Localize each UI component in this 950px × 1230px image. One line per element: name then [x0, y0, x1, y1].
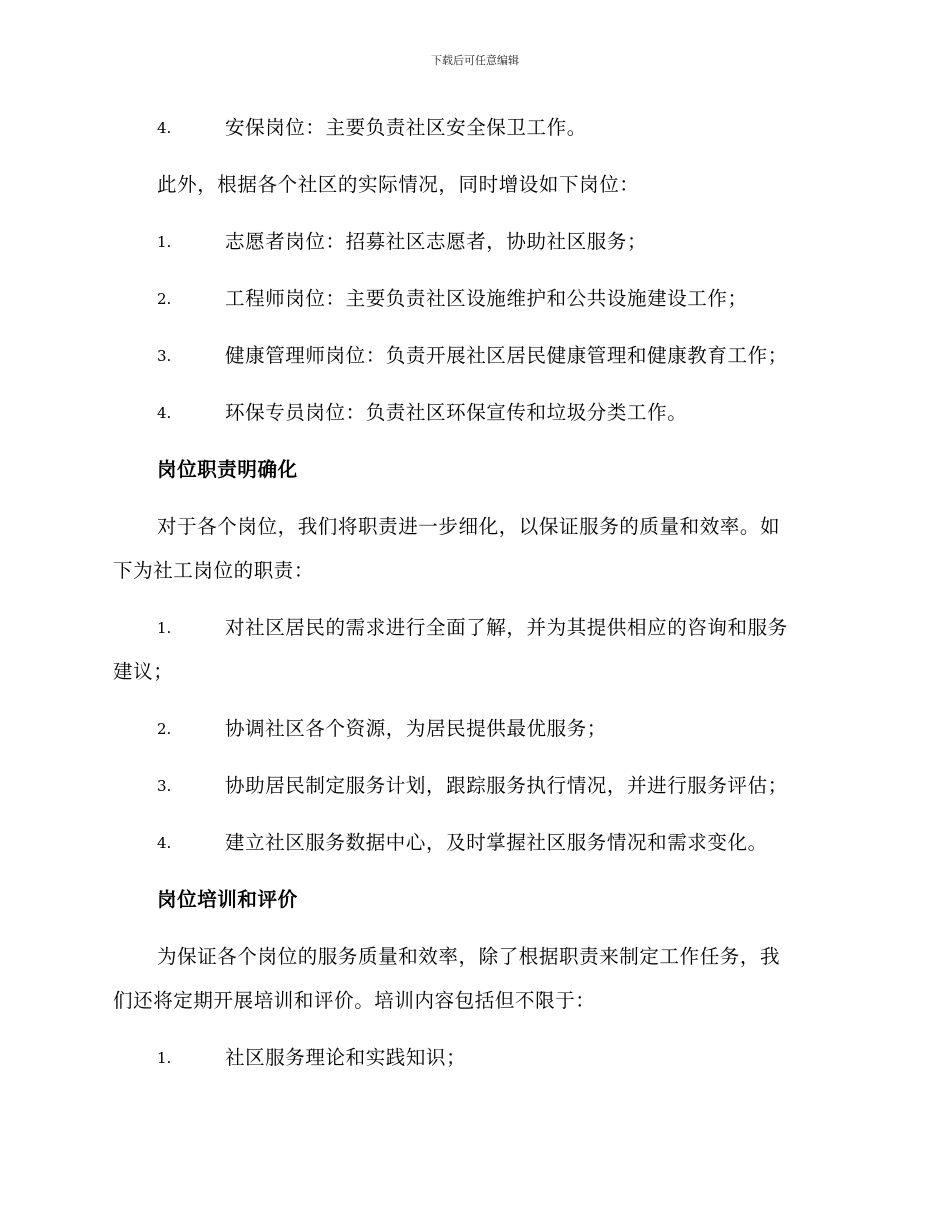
section-heading: 岗位培训和评价 — [157, 888, 298, 911]
list-number: 1. — [157, 1049, 172, 1067]
list-item — [113, 283, 833, 315]
list-item-text: 对社区居民的需求进行全面了解，并为其提供相应的咨询和服务 — [225, 616, 788, 639]
list-item — [113, 112, 833, 144]
list-item — [113, 713, 833, 745]
list-number: 3. — [157, 777, 172, 795]
list-item-text: 协调社区各个资源，为居民提供最优服务； — [225, 717, 607, 740]
list-item-text: 环保专员岗位：负责社区环保宣传和垃圾分类工作。 — [225, 401, 688, 424]
list-item — [113, 770, 833, 802]
list-item-text: 建立社区服务数据中心，及时掌握社区服务情况和需求变化。 — [225, 831, 768, 854]
paragraph-line: 们还将定期开展培训和评价。培训内容包括但不限于： — [113, 989, 596, 1012]
paragraph-line: 下为社工岗位的职责： — [113, 559, 315, 582]
list-item-text: 安保岗位：主要负责社区安全保卫工作。 — [225, 116, 587, 139]
list-item — [113, 226, 833, 258]
list-number: 4. — [157, 404, 172, 422]
list-number: 1. — [157, 619, 172, 637]
document-body — [113, 112, 833, 1074]
paragraph: 此外，根据各个社区的实际情况，同时增设如下岗位： — [157, 173, 640, 196]
list-number: 2. — [157, 720, 172, 738]
list-item-text: 协助居民制定服务计划，跟踪服务执行情况，并进行服务评估； — [225, 774, 788, 797]
list-number: 1. — [157, 233, 172, 251]
section-heading: 岗位职责明确化 — [157, 458, 298, 481]
list-item — [113, 1042, 833, 1074]
list-number: 3. — [157, 347, 172, 365]
list-item — [113, 397, 833, 429]
paragraph-line: 对于各个岗位，我们将职责进一步细化，以保证服务的质量和效率。如 — [157, 515, 781, 538]
paragraph-line: 为保证各个岗位的服务质量和效率，除了根据职责来制定工作任务，我 — [157, 945, 781, 968]
list-item-text: 社区服务理论和实践知识； — [225, 1046, 467, 1069]
list-item-text: 健康管理师岗位：负责开展社区居民健康管理和健康教育工作； — [225, 344, 788, 367]
list-item-text: 工程师岗位：主要负责社区设施维护和公共设施建设工作； — [225, 287, 748, 310]
list-item — [113, 827, 833, 859]
list-item-text: 志愿者岗位：招募社区志愿者，协助社区服务； — [225, 230, 648, 253]
list-item-continuation: 建议； — [113, 660, 174, 683]
list-item — [113, 340, 833, 372]
page-header-note: 下载后可任意编辑 — [431, 54, 519, 67]
list-item — [113, 612, 833, 644]
list-number: 4. — [157, 119, 172, 137]
list-number: 4. — [157, 834, 172, 852]
list-number: 2. — [157, 290, 172, 308]
